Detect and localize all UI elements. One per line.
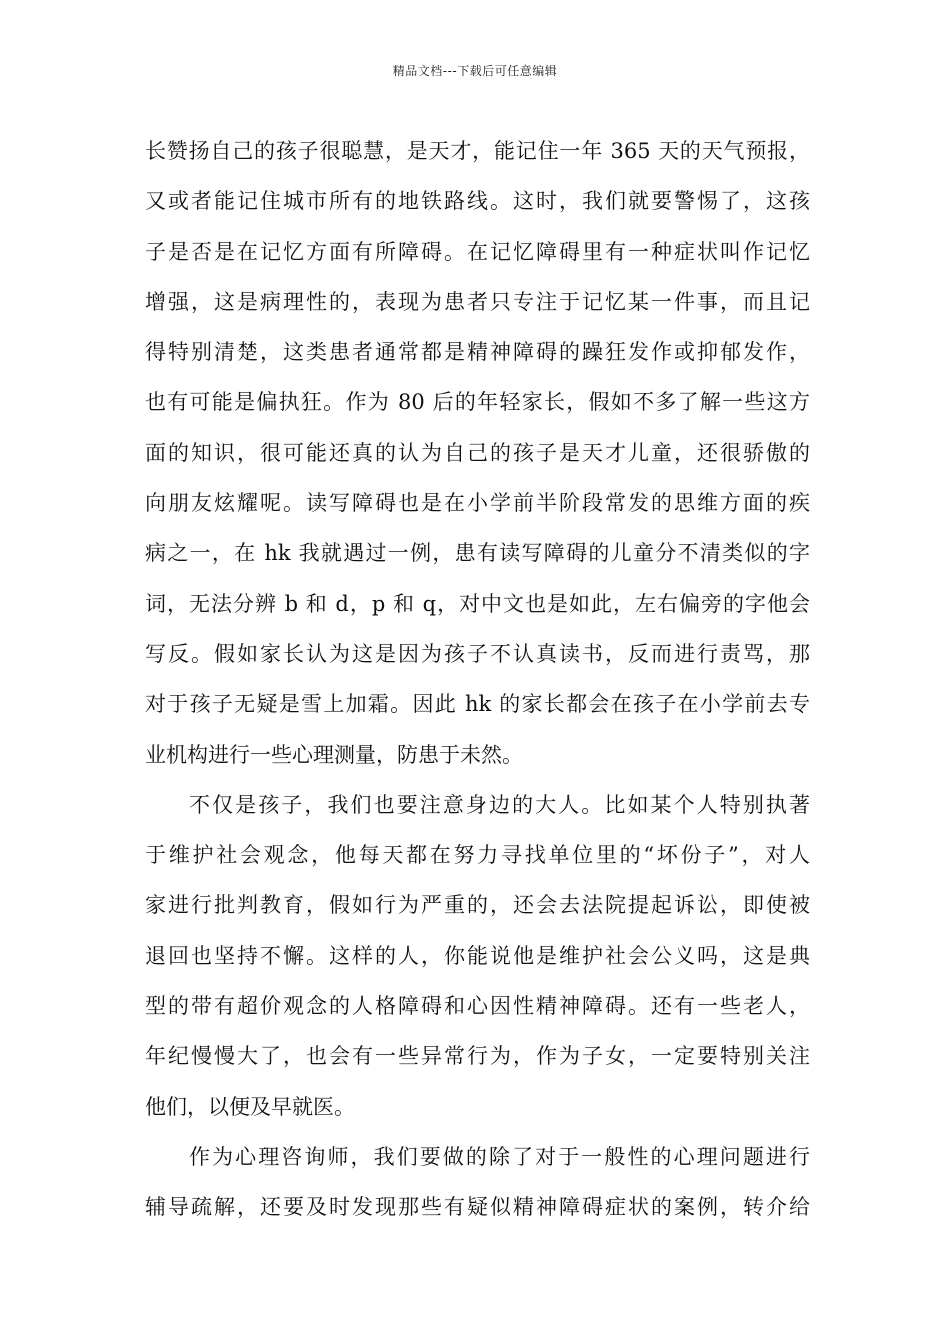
text-line: 得特别清楚，这类患者通常都是精神障碍的躁狂发作或抑郁发作， [145, 340, 810, 365]
text-line: 于维护社会观念，他每天都在努力寻找单位里的“坏份子”，对人 [145, 843, 810, 868]
text-line: 退回也坚持不懈。这样的人，你能说他是维护社会公义吗，这是典 [145, 943, 810, 968]
text-line: 向朋友炫耀呢。读写障碍也是在小学前半阶段常发的思维方面的疾 [145, 491, 810, 516]
text-line: 家进行批判教育，假如行为严重的，还会去法院提起诉讼，即使被 [145, 893, 810, 918]
text-line: 长赞扬自己的孩子很聪慧，是天才，能记住一年 365 天的天气预报， [145, 139, 810, 163]
page-header: 精品文档---下载后可任意编辑 [392, 64, 558, 78]
text-line: 年纪慢慢大了，也会有一些异常行为，作为子女，一定要特别关注 [145, 1044, 810, 1069]
document-body [145, 126, 810, 1233]
text-line: 病之一，在 hk 我就遇过一例，患有读写障碍的儿童分不清类似的字 [145, 541, 810, 566]
text-line: 词，无法分辨 b 和 d，p 和 q，对中文也是如此，左右偏旁的字他会 [145, 591, 810, 616]
text-line: 增强，这是病理性的，表现为患者只专注于记忆某一件事，而且记 [145, 289, 810, 314]
paragraph-first-line: 作为心理咨询师，我们要做的除了对于一般性的心理问题进行 [189, 1144, 810, 1169]
paragraph-first-line: 不仅是孩子，我们也要注意身边的大人。比如某个人特别执著 [189, 792, 810, 817]
text-line: 型的带有超价观念的人格障碍和心因性精神障碍。还有一些老人， [145, 994, 810, 1019]
text-line: 对于孩子无疑是雪上加霜。因此 hk 的家长都会在孩子在小学前去专 [145, 692, 810, 717]
text-line: 又或者能记住城市所有的地铁路线。这时，我们就要警惕了，这孩 [145, 189, 810, 214]
text-line: 也有可能是偏执狂。作为 80 后的年轻家长，假如不多了解一些这方 [145, 390, 810, 415]
text-line: 子是否是在记忆方面有所障碍。在记忆障碍里有一种症状叫作记忆 [145, 239, 810, 264]
text-line: 面的知识，很可能还真的认为自己的孩子是天才儿童，还很骄傲的 [145, 440, 810, 465]
paragraph-end-line: 他们，以便及早就医。 [145, 1094, 355, 1119]
text-line: 辅导疏解，还要及时发现那些有疑似精神障碍症状的案例，转介给 [145, 1195, 810, 1220]
text-line: 写反。假如家长认为这是因为孩子不认真读书，反而进行责骂，那 [145, 641, 810, 666]
paragraph-end-line: 业机构进行一些心理测量，防患于未然。 [145, 742, 523, 767]
